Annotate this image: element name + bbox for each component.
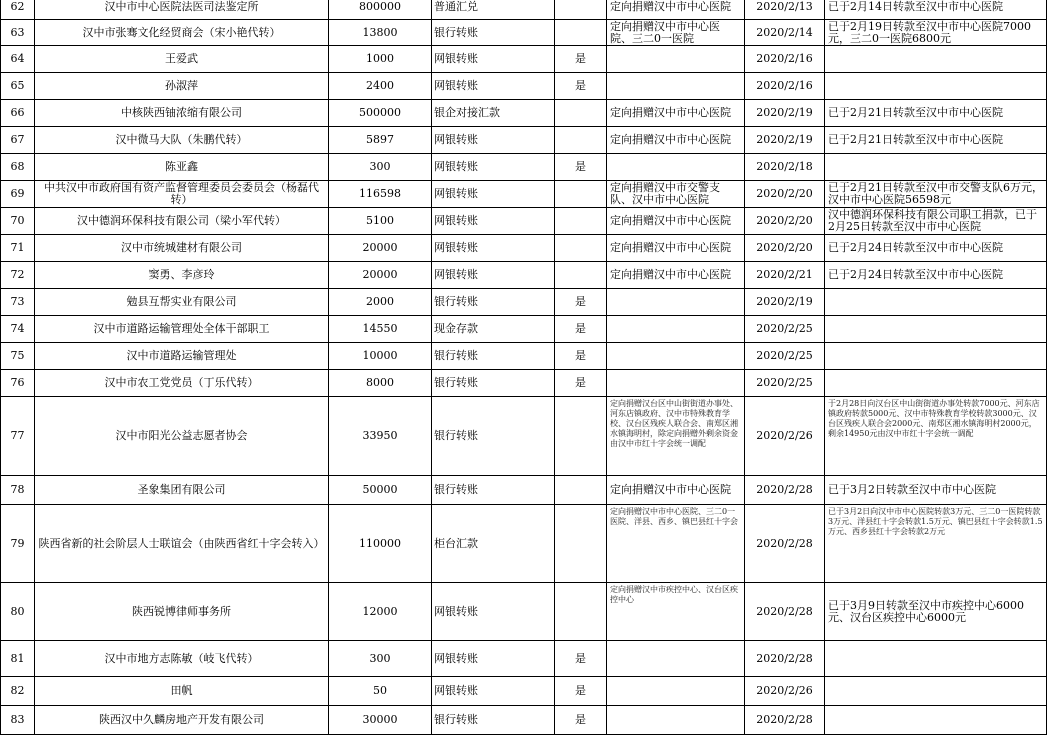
donation-amount: 14550 xyxy=(329,316,432,343)
donation-date: 2020/2/13 xyxy=(745,0,825,20)
donation-date: 2020/2/14 xyxy=(745,20,825,46)
anonymous-flag: 是 xyxy=(555,154,607,181)
donation-amount: 116598 xyxy=(329,181,432,208)
donation-date: 2020/2/25 xyxy=(745,370,825,397)
donation-amount: 33950 xyxy=(329,397,432,476)
donation-purpose: 定向捐赠汉中市中心医院 xyxy=(607,127,745,154)
anonymous-flag: 是 xyxy=(555,370,607,397)
row-number: 77 xyxy=(1,397,35,476)
row-number: 62 xyxy=(1,0,35,20)
remark-note: 于2月28日向汉台区中山街街道办事处转款7000元、河东店镇政府转款5000元、汉中市特殊教育学校转款3000元、汉台区残疾人联合会2000元、南郑区湘水镇海明村2000元，剩余14950元由汉中市红十字会统一调配 xyxy=(825,397,1047,476)
donor-name: 汉中市道路运输管理处 xyxy=(35,343,329,370)
payment-method: 网银转账 xyxy=(432,208,555,235)
donor-name: 陕西省新的社会阶层人士联谊会（由陕西省红十字会转入） xyxy=(35,505,329,583)
table-body xyxy=(1,0,1047,735)
anonymous-flag: 是 xyxy=(555,289,607,316)
payment-method: 网银转账 xyxy=(432,262,555,289)
donation-amount: 50000 xyxy=(329,476,432,505)
donation-date: 2020/2/25 xyxy=(745,343,825,370)
anonymous-flag xyxy=(555,262,607,289)
payment-method: 银行转账 xyxy=(432,706,555,735)
table-row xyxy=(1,46,1047,73)
donation-purpose xyxy=(607,316,745,343)
remark-note xyxy=(825,706,1047,735)
donation-purpose xyxy=(607,343,745,370)
donation-amount: 13800 xyxy=(329,20,432,46)
donor-name: 汉中市地方志陈敏（岐飞代转） xyxy=(35,641,329,677)
row-number: 76 xyxy=(1,370,35,397)
table-row xyxy=(1,154,1047,181)
donor-name: 汉中市中心医院法医司法鉴定所 xyxy=(35,0,329,20)
payment-method: 网银转账 xyxy=(432,235,555,262)
donor-name: 中核陕西铀浓缩有限公司 xyxy=(35,100,329,127)
remark-note xyxy=(825,677,1047,706)
donation-date: 2020/2/28 xyxy=(745,706,825,735)
donation-date: 2020/2/19 xyxy=(745,100,825,127)
remark-note: 已于2月14日转款至汉中市中心医院 xyxy=(825,0,1047,20)
donor-name: 陕西锐博律师事务所 xyxy=(35,583,329,641)
remark-note: 已于2月21日转款至汉中市中心医院 xyxy=(825,100,1047,127)
remark-note: 汉中德润环保科技有限公司职工捐款，已于2月25日转款至汉中市中心医院 xyxy=(825,208,1047,235)
donation-purpose xyxy=(607,154,745,181)
table-row xyxy=(1,73,1047,100)
donation-purpose: 定向捐赠汉中市交警支队、汉中市中心医院 xyxy=(607,181,745,208)
anonymous-flag xyxy=(555,397,607,476)
donation-amount: 1000 xyxy=(329,46,432,73)
donor-name: 汉中市统城建材有限公司 xyxy=(35,235,329,262)
payment-method: 银行转账 xyxy=(432,343,555,370)
table-row xyxy=(1,20,1047,46)
payment-method: 现金存款 xyxy=(432,316,555,343)
row-number: 66 xyxy=(1,100,35,127)
remark-note xyxy=(825,641,1047,677)
donation-date: 2020/2/20 xyxy=(745,208,825,235)
donation-purpose: 定向捐赠汉中市疾控中心、汉台区疾控中心 xyxy=(607,583,745,641)
donation-date: 2020/2/26 xyxy=(745,397,825,476)
donor-name: 窦勇、李彦玲 xyxy=(35,262,329,289)
donation-amount: 10000 xyxy=(329,343,432,370)
remark-note: 已于2月24日转款至汉中市中心医院 xyxy=(825,262,1047,289)
remark-note xyxy=(825,370,1047,397)
donation-amount: 8000 xyxy=(329,370,432,397)
payment-method: 银行转账 xyxy=(432,20,555,46)
anonymous-flag: 是 xyxy=(555,316,607,343)
donation-amount: 20000 xyxy=(329,262,432,289)
donation-date: 2020/2/21 xyxy=(745,262,825,289)
donation-date: 2020/2/25 xyxy=(745,316,825,343)
row-number: 74 xyxy=(1,316,35,343)
table-row xyxy=(1,127,1047,154)
donation-amount: 5100 xyxy=(329,208,432,235)
donation-amount: 110000 xyxy=(329,505,432,583)
donation-date: 2020/2/16 xyxy=(745,73,825,100)
remark-note: 已于2月24日转款至汉中市中心医院 xyxy=(825,235,1047,262)
anonymous-flag xyxy=(555,100,607,127)
donor-name: 汉中市张骞文化经贸商会（宋小艳代转） xyxy=(35,20,329,46)
remark-note: 已于2月21日转款至汉中市交警支队6万元，汉中市中心医院56598元 xyxy=(825,181,1047,208)
donor-name: 勉县互帮实业有限公司 xyxy=(35,289,329,316)
row-number: 63 xyxy=(1,20,35,46)
remark-note xyxy=(825,73,1047,100)
row-number: 75 xyxy=(1,343,35,370)
row-number: 67 xyxy=(1,127,35,154)
table-row xyxy=(1,370,1047,397)
row-number: 81 xyxy=(1,641,35,677)
row-number: 73 xyxy=(1,289,35,316)
row-number: 79 xyxy=(1,505,35,583)
anonymous-flag xyxy=(555,208,607,235)
row-number: 71 xyxy=(1,235,35,262)
donation-purpose: 定向捐赠汉中市中心医院 xyxy=(607,476,745,505)
donation-amount: 300 xyxy=(329,641,432,677)
remark-note xyxy=(825,154,1047,181)
anonymous-flag xyxy=(555,505,607,583)
remark-note: 已于3月2日转款至汉中市中心医院 xyxy=(825,476,1047,505)
table-row xyxy=(1,641,1047,677)
table-row xyxy=(1,397,1047,476)
payment-method: 网银转账 xyxy=(432,583,555,641)
donation-purpose: 定向捐赠汉中市中心医院 xyxy=(607,0,745,20)
payment-method: 银行转账 xyxy=(432,397,555,476)
row-number: 82 xyxy=(1,677,35,706)
anonymous-flag: 是 xyxy=(555,46,607,73)
donation-amount: 2400 xyxy=(329,73,432,100)
donation-purpose xyxy=(607,289,745,316)
donation-date: 2020/2/16 xyxy=(745,46,825,73)
donation-date: 2020/2/28 xyxy=(745,641,825,677)
donation-date: 2020/2/26 xyxy=(745,677,825,706)
donation-amount: 300 xyxy=(329,154,432,181)
donor-name: 汉中市农工党党员（丁乐代转） xyxy=(35,370,329,397)
anonymous-flag: 是 xyxy=(555,641,607,677)
donation-amount: 12000 xyxy=(329,583,432,641)
donor-name: 汉中市阳光公益志愿者协会 xyxy=(35,397,329,476)
donation-date: 2020/2/20 xyxy=(745,181,825,208)
donation-purpose xyxy=(607,641,745,677)
table-row xyxy=(1,316,1047,343)
payment-method: 网银转账 xyxy=(432,641,555,677)
donation-amount: 500000 xyxy=(329,100,432,127)
donation-amount: 30000 xyxy=(329,706,432,735)
anonymous-flag xyxy=(555,0,607,20)
donor-name: 王爱武 xyxy=(35,46,329,73)
table-row xyxy=(1,262,1047,289)
table-row xyxy=(1,583,1047,641)
donation-purpose xyxy=(607,73,745,100)
table-row xyxy=(1,706,1047,735)
table-row xyxy=(1,100,1047,127)
donation-purpose: 定向捐赠汉中市中心医院、三二0一医院 xyxy=(607,20,745,46)
anonymous-flag xyxy=(555,235,607,262)
donation-date: 2020/2/19 xyxy=(745,127,825,154)
remark-note xyxy=(825,343,1047,370)
donor-name: 圣象集团有限公司 xyxy=(35,476,329,505)
remark-note xyxy=(825,289,1047,316)
payment-method: 银企对接汇款 xyxy=(432,100,555,127)
table-row xyxy=(1,181,1047,208)
row-number: 64 xyxy=(1,46,35,73)
anonymous-flag: 是 xyxy=(555,73,607,100)
donation-date: 2020/2/28 xyxy=(745,583,825,641)
donor-name: 汉中市道路运输管理处全体干部职工 xyxy=(35,316,329,343)
row-number: 65 xyxy=(1,73,35,100)
donation-amount: 50 xyxy=(329,677,432,706)
donation-amount: 20000 xyxy=(329,235,432,262)
donation-date: 2020/2/19 xyxy=(745,289,825,316)
table-row xyxy=(1,208,1047,235)
donation-purpose xyxy=(607,706,745,735)
remark-note xyxy=(825,46,1047,73)
anonymous-flag xyxy=(555,127,607,154)
payment-method: 网银转账 xyxy=(432,73,555,100)
donor-name: 陕西汉中久麟房地产开发有限公司 xyxy=(35,706,329,735)
table-row xyxy=(1,0,1047,20)
donation-date: 2020/2/18 xyxy=(745,154,825,181)
payment-method: 网银转账 xyxy=(432,154,555,181)
anonymous-flag: 是 xyxy=(555,677,607,706)
remark-note: 已于3月9日转款至汉中市疾控中心6000元、汉台区疾控中心6000元 xyxy=(825,583,1047,641)
remark-note: 已于2月19日转款至汉中市中心医院7000元，三二0一医院6800元 xyxy=(825,20,1047,46)
row-number: 70 xyxy=(1,208,35,235)
donation-purpose: 定向捐赠汉中市中心医院 xyxy=(607,208,745,235)
anonymous-flag xyxy=(555,476,607,505)
payment-method: 普通汇兑 xyxy=(432,0,555,20)
donation-date: 2020/2/20 xyxy=(745,235,825,262)
donor-name: 中共汉中市政府国有资产监督管理委员会委员会（杨磊代转） xyxy=(35,181,329,208)
row-number: 80 xyxy=(1,583,35,641)
remark-note: 已于2月21日转款至汉中市中心医院 xyxy=(825,127,1047,154)
donation-purpose: 定向捐赠汉中市中心医院 xyxy=(607,262,745,289)
donation-purpose xyxy=(607,46,745,73)
payment-method: 银行转账 xyxy=(432,289,555,316)
donor-name: 汉中微马大队（朱鹏代转） xyxy=(35,127,329,154)
remark-note: 已于3月2日向汉中市中心医院转款3万元、三二0一医院转款3万元、洋县红十字会转款1.5万元、镇巴县红十字会转款1.5万元、西乡县红十字会转款2万元 xyxy=(825,505,1047,583)
donor-name: 田帆 xyxy=(35,677,329,706)
table-row xyxy=(1,235,1047,262)
donor-name: 孙淑萍 xyxy=(35,73,329,100)
table-row xyxy=(1,505,1047,583)
row-number: 83 xyxy=(1,706,35,735)
donation-amount: 2000 xyxy=(329,289,432,316)
anonymous-flag xyxy=(555,181,607,208)
donation-amount: 5897 xyxy=(329,127,432,154)
table-row xyxy=(1,343,1047,370)
payment-method: 银行转账 xyxy=(432,370,555,397)
donation-purpose xyxy=(607,677,745,706)
table-row xyxy=(1,289,1047,316)
donation-purpose: 定向捐赠汉中市中心医院 xyxy=(607,235,745,262)
table-row xyxy=(1,476,1047,505)
anonymous-flag xyxy=(555,20,607,46)
donation-amount: 800000 xyxy=(329,0,432,20)
row-number: 78 xyxy=(1,476,35,505)
donation-date: 2020/2/28 xyxy=(745,476,825,505)
row-number: 69 xyxy=(1,181,35,208)
payment-method: 网银转账 xyxy=(432,127,555,154)
donation-purpose: 定向捐赠汉台区中山街街道办事处、河东店镇政府、汉中市特殊教育学校、汉台区残疾人联合会、南郑区湘水镇海明村，除定向捐赠外剩余资金由汉中市红十字会统一调配 xyxy=(607,397,745,476)
anonymous-flag: 是 xyxy=(555,343,607,370)
anonymous-flag xyxy=(555,583,607,641)
remark-note xyxy=(825,316,1047,343)
table-row xyxy=(1,677,1047,706)
anonymous-flag: 是 xyxy=(555,706,607,735)
donation-purpose: 定向捐赠汉中市中心医院 xyxy=(607,100,745,127)
payment-method: 网银转账 xyxy=(432,46,555,73)
donation-purpose: 定向捐赠汉中市中心医院、三二0一医院、洋县、西乡、镇巴县红十字会 xyxy=(607,505,745,583)
payment-method: 银行转账 xyxy=(432,476,555,505)
payment-method: 网银转账 xyxy=(432,181,555,208)
donor-name: 陈亚鑫 xyxy=(35,154,329,181)
donation-date: 2020/2/28 xyxy=(745,505,825,583)
payment-method: 柜台汇款 xyxy=(432,505,555,583)
payment-method: 网银转账 xyxy=(432,677,555,706)
row-number: 68 xyxy=(1,154,35,181)
donation-purpose xyxy=(607,370,745,397)
row-number: 72 xyxy=(1,262,35,289)
donor-name: 汉中德润环保科技有限公司（梁小军代转） xyxy=(35,208,329,235)
